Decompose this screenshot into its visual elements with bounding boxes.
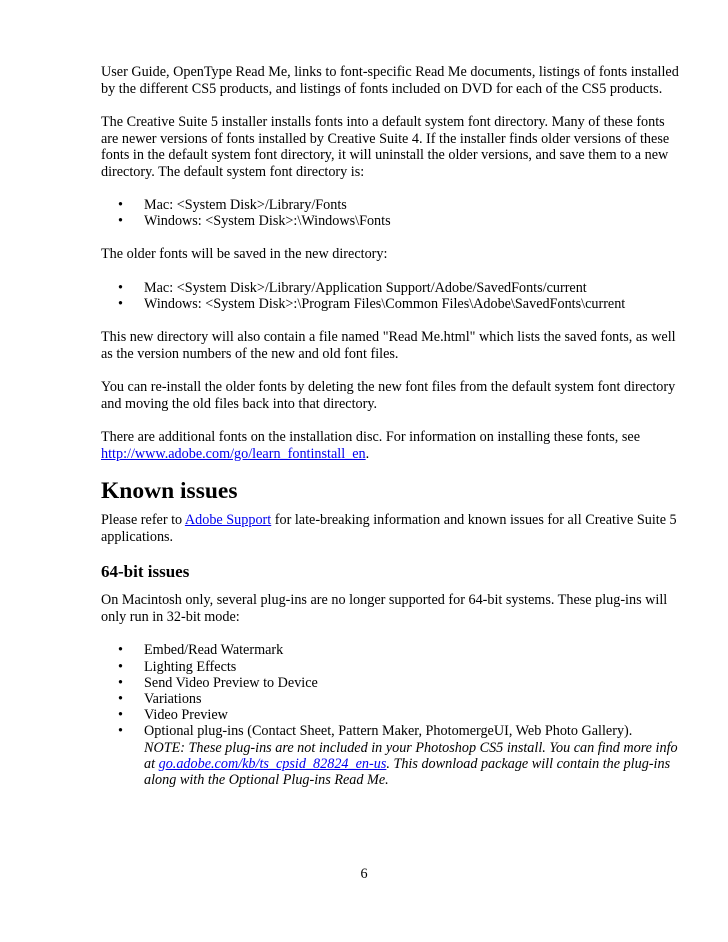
list-item: • Windows: <System Disk>:\Windows\Fonts [118, 213, 391, 230]
reinstall-paragraph: You can re-install the older fonts by deleting the new font files from the default system font directory and moving the old files back into that directory. [101, 379, 676, 412]
bullet: • [118, 642, 123, 659]
64bit-paragraph: On Macintosh only, several plug-ins are no longer supported for 64-bit systems. These plug-ins will only run in 32-bit mode: [101, 592, 668, 625]
older-fonts-paragraph: The older fonts will be saved in the new directory: [101, 246, 388, 263]
saved-dirs-list [101, 280, 681, 312]
list-item: • Video Preview [118, 707, 228, 724]
bullet: • [118, 707, 123, 724]
list-item: • Windows: <System Disk>:\Program Files\Common Files\Adobe\SavedFonts\current [118, 296, 626, 313]
fontinstall-link[interactable]: http://www.adobe.com/go/learn_fontinstall_en [101, 445, 366, 462]
bullet: • [118, 690, 123, 707]
bullet: • [118, 296, 123, 313]
default-dirs-list [101, 197, 681, 229]
additional-fonts-paragraph: There are additional fonts on the installation disc. For information on installing these fonts, see http://www.adobe.com/go/learn_fontinstall_en. [101, 429, 641, 462]
bullet: • [118, 213, 123, 230]
readme-paragraph: This new directory will also contain a file named "Read Me.html" which lists the saved fonts, as well as the version numbers of the new and old font files. [101, 329, 676, 362]
list-item: • Lighting Effects [118, 658, 237, 675]
known-issues-heading: Known issues [101, 478, 238, 505]
installer-paragraph: The Creative Suite 5 installer installs fonts into a default system font directory. Many of these fonts are newer versions of fonts installed by Creative Suite 4. If the installer finds older versions of these fonts in the default system font directory, it will uninstall the older versions, and save them to a new directory. The default system font directory is: [101, 114, 670, 180]
list-item: • Optional plug-ins (Contact Sheet, Pattern Maker, PhotomergeUI, Web Photo Gallery). NOTE: These plug-ins are not included in your Photoshop CS5 install. You can find more info at go.adobe.com/kb/ts_cpsid_82824_en-us. This download package will contain the plug-ins along with the Optional Plug-ins Read Me. [118, 723, 678, 788]
known-issues-paragraph: Please refer to Adobe Support for late-breaking information and known issues for all Creative Suite 5 applications. [101, 512, 677, 545]
plugins-list [101, 642, 681, 788]
page-number: 6 [360, 866, 368, 882]
page-content [101, 64, 681, 788]
adobe-support-link[interactable]: Adobe Support [184, 512, 272, 529]
kb-link[interactable]: go.adobe.com/kb/ts_cpsid_82824_en-us [158, 755, 387, 772]
plugins-note: NOTE: These plug-ins are not included in your Photoshop CS5 install. You can find more info at go.adobe.com/kb/ts_cpsid_82824_en-us. This download package will contain the plug-ins along with the Optional Plug-ins Read Me. [144, 739, 678, 788]
list-item: • Variations [118, 690, 202, 707]
64bit-issues-heading: 64-bit issues [101, 562, 190, 582]
list-item: • Embed/Read Watermark [118, 642, 284, 659]
bullet: • [118, 723, 123, 740]
list-item: • Send Video Preview to Device [118, 674, 318, 691]
list-item: • Mac: <System Disk>/Library/Application Support/Adobe/SavedFonts/current [118, 279, 587, 296]
bullet: • [118, 674, 123, 691]
bullet: • [118, 279, 123, 296]
intro-paragraph: User Guide, OpenType Read Me, links to font-specific Read Me documents, listings of fonts installed by the different CS5 products, and listings of fonts included on DVD for each of the CS5 products. [101, 64, 679, 97]
bullet: • [118, 197, 123, 213]
bullet: • [118, 658, 123, 675]
list-item: • Mac: <System Disk>/Library/Fonts [118, 197, 347, 213]
